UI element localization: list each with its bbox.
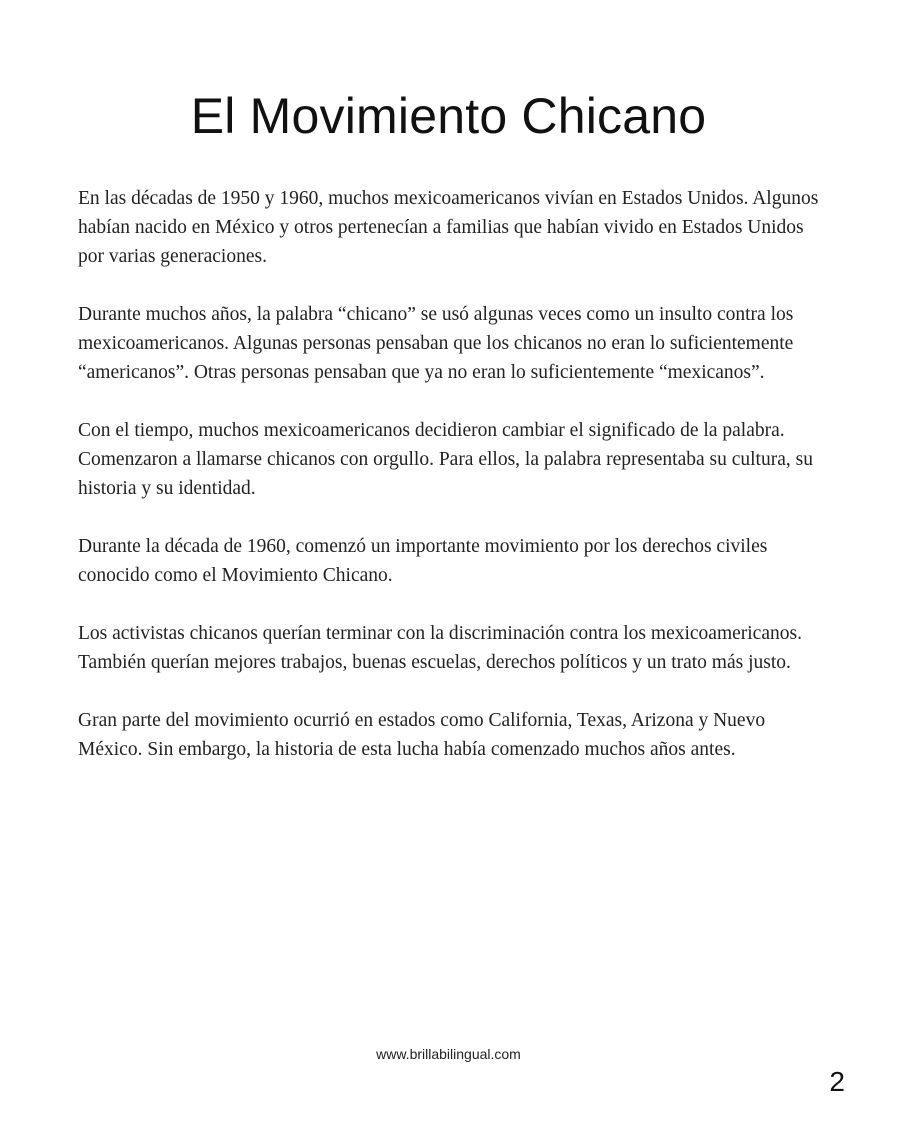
paragraph-6: Gran parte del movimiento ocurrió en estados como California, Texas, Arizona y Nuevo México. Sin embargo, la historia de esta lucha había comenzado muchos años antes. (78, 710, 766, 760)
paragraph-5: Los activistas chicanos querían terminar con la discriminación contra los mexicoamericanos. También querían mejores trabajos, buenas escuelas, derechos políticos y un trato más justo. (78, 623, 802, 673)
paragraph-2: Durante muchos años, la palabra “chicano” se usó algunas veces como un insulto contra los mexicoamericanos. Algunas personas pensaban que los chicanos no eran lo suficientemente “americanos”. Otras personas pensaban que ya no eran lo suficientemente “mexicanos”. (78, 304, 794, 383)
body-text (78, 184, 830, 793)
paragraph-3: Con el tiempo, muchos mexicoamericanos decidieron cambiar el significado de la palabra. Comenzaron a llamarse chicanos con orgullo. Para ellos, la palabra representaba su cultura, su historia y su identidad. (78, 420, 813, 499)
paragraph-1: En las décadas de 1950 y 1960, muchos mexicoamericanos vivían en Estados Unidos. Algunos habían nacido en México y otros pertenecían a familias que habían vivido en Estados Unidos por varias generaciones. (78, 188, 819, 267)
paragraph-4: Durante la década de 1960, comenzó un importante movimiento por los derechos civiles conocido como el Movimiento Chicano. (78, 536, 768, 586)
footer-website-url: www.brillabilingual.com (376, 1046, 521, 1062)
page-title: El Movimiento Chicano (190, 88, 707, 144)
page-number: 2 (829, 1066, 845, 1097)
